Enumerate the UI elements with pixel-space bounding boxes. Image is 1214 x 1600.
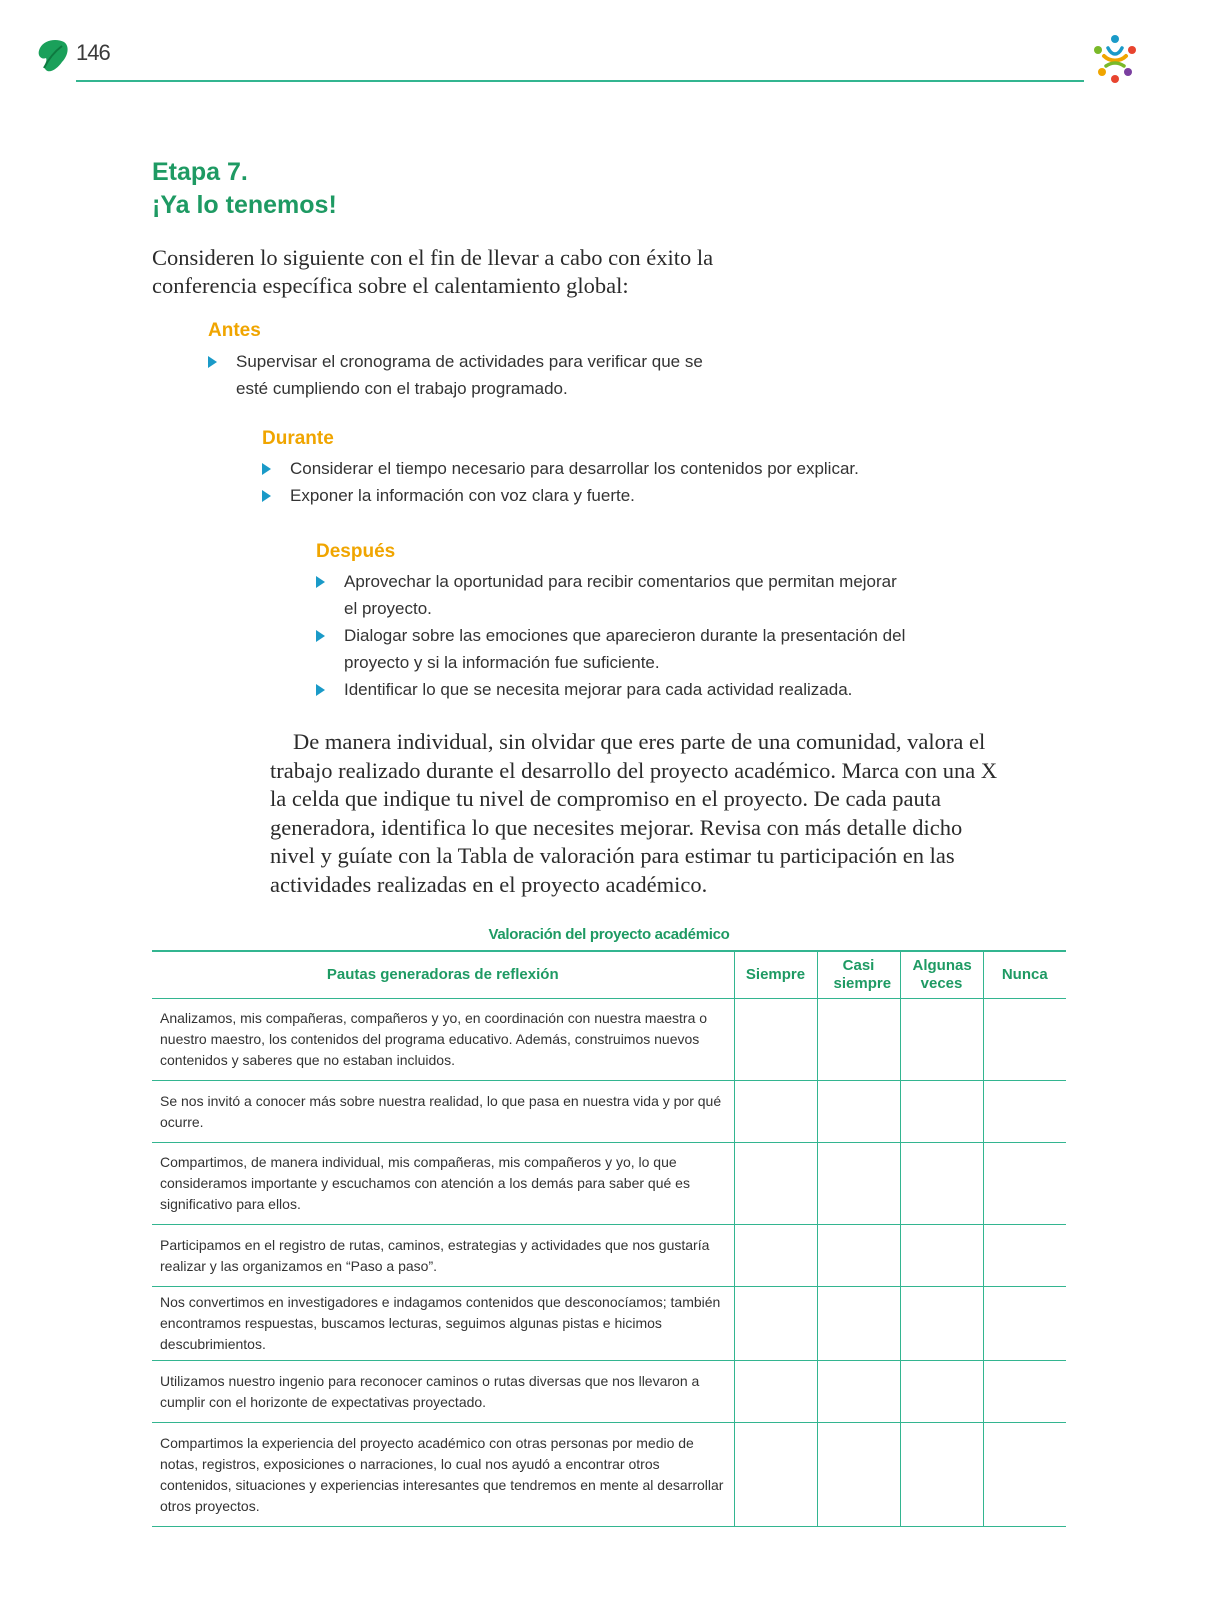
reflection-text: Analizamos, mis compañeras, compañeros y yo, en coordinación con nuestra maestra o nuestro maestro, los contenidos del programa educativo. Además, construimos nuevos contenidos y saberes que no estaban incluidos. xyxy=(152,999,734,1081)
phase-list-antes xyxy=(208,348,708,402)
arrow-bullet-icon xyxy=(208,356,217,368)
cell-siempre[interactable] xyxy=(734,1081,817,1143)
header-reflection: Pautas generadoras de reflexión xyxy=(152,951,734,999)
cell-nunca[interactable] xyxy=(983,1225,1066,1287)
arrow-bullet-icon xyxy=(316,684,325,696)
cell-casi-siempre[interactable] xyxy=(817,1361,900,1423)
community-figures-logo xyxy=(1088,32,1142,86)
header-divider xyxy=(76,80,1084,82)
table-row xyxy=(152,1143,1066,1225)
list-item: Considerar el tiempo necesario para desarrollar los contenidos por explicar. xyxy=(262,455,922,482)
cell-casi-siempre[interactable] xyxy=(817,1287,900,1361)
phase-list-durante xyxy=(262,455,922,509)
cell-algunas-veces[interactable] xyxy=(900,1423,983,1527)
cell-casi-siempre[interactable] xyxy=(817,1081,900,1143)
list-item: Supervisar el cronograma de actividades para verificar que se esté cumpliendo con el trabajo programado. xyxy=(208,348,708,402)
table-row xyxy=(152,999,1066,1081)
reflection-text: Participamos en el registro de rutas, caminos, estrategias y actividades que nos gustaría realizar y las organizamos en “Paso a paso”. xyxy=(152,1225,734,1287)
page-number: 146 xyxy=(76,40,110,65)
header-casi-siempre: Casi siempre xyxy=(817,951,900,999)
cell-casi-siempre[interactable] xyxy=(817,1143,900,1225)
arrow-bullet-icon xyxy=(316,630,325,642)
list-item: Identificar lo que se necesita mejorar para cada actividad realizada. xyxy=(316,676,906,703)
reflection-text: Utilizamos nuestro ingenio para reconocer caminos o rutas diversas que nos llevaron a cumplir con el horizonte de expectativas proyectado. xyxy=(152,1361,734,1423)
list-item: Aprovechar la oportunidad para recibir comentarios que permitan mejorar el proyecto. xyxy=(316,568,906,622)
header-siempre: Siempre xyxy=(734,951,817,999)
cell-algunas-veces[interactable] xyxy=(900,1225,983,1287)
phase-heading-despues: Después xyxy=(316,541,396,562)
cell-siempre[interactable] xyxy=(734,1287,817,1361)
cell-nunca[interactable] xyxy=(983,1423,1066,1527)
cell-algunas-veces[interactable] xyxy=(900,1143,983,1225)
table-row xyxy=(152,1361,1066,1423)
list-item: Exponer la información con voz clara y fuerte. xyxy=(262,482,922,509)
cell-siempre[interactable] xyxy=(734,999,817,1081)
cell-siempre[interactable] xyxy=(734,1423,817,1527)
table-row xyxy=(152,1081,1066,1143)
header-algunas-veces: Algunas veces xyxy=(900,951,983,999)
phase-heading-antes: Antes xyxy=(208,320,261,341)
table-header-row xyxy=(152,951,1066,999)
cell-nunca[interactable] xyxy=(983,999,1066,1081)
reflection-text: Compartimos la experiencia del proyecto académico con otras personas por medio de notas, registros, exposiciones o narraciones, lo cual nos ayudó a encontrar otros contenidos, situaciones y experiencias interesantes que tendremos en mente al desarrollar otros proyectos. xyxy=(152,1423,734,1527)
stage-subtitle: ¡Ya lo tenemos! xyxy=(152,191,337,219)
phase-list-despues xyxy=(316,568,906,703)
reflection-text: Nos convertimos en investigadores e indagamos contenidos que desconocíamos; también encontramos respuestas, buscamos lecturas, seguimos algunas pistas e hicimos descubrimientos. xyxy=(152,1287,734,1361)
cell-casi-siempre[interactable] xyxy=(817,1225,900,1287)
evaluation-table xyxy=(152,950,1066,1527)
cell-algunas-veces[interactable] xyxy=(900,1081,983,1143)
cell-casi-siempre[interactable] xyxy=(817,1423,900,1527)
green-leaf-icon xyxy=(36,38,70,74)
cell-nunca[interactable] xyxy=(983,1287,1066,1361)
table-caption: Valoración del proyecto académico xyxy=(488,926,730,943)
header-nunca: Nunca xyxy=(983,951,1066,999)
stage-title: Etapa 7. xyxy=(152,158,248,186)
cell-algunas-veces[interactable] xyxy=(900,1287,983,1361)
arrow-bullet-icon xyxy=(262,463,271,475)
cell-algunas-veces[interactable] xyxy=(900,999,983,1081)
cell-siempre[interactable] xyxy=(734,1361,817,1423)
cell-algunas-veces[interactable] xyxy=(900,1361,983,1423)
reflection-text: Compartimos, de manera individual, mis compañeras, mis compañeros y yo, lo que consideramos importante y escuchamos con atención a los demás para saber qué es significativo para ellos. xyxy=(152,1143,734,1225)
cell-siempre[interactable] xyxy=(734,1143,817,1225)
table-row xyxy=(152,1423,1066,1527)
cell-nunca[interactable] xyxy=(983,1361,1066,1423)
arrow-bullet-icon xyxy=(316,576,325,588)
cell-nunca[interactable] xyxy=(983,1081,1066,1143)
intro-text: Consideren lo siguiente con el fin de llevar a cabo con éxito la conferencia específica sobre el calentamiento global: xyxy=(152,245,714,298)
phase-heading-durante: Durante xyxy=(262,428,334,449)
cell-nunca[interactable] xyxy=(983,1143,1066,1225)
list-item: Dialogar sobre las emociones que aparecieron durante la presentación del proyecto y si la información fue suficiente. xyxy=(316,622,906,676)
table-row xyxy=(152,1287,1066,1361)
arrow-bullet-icon xyxy=(262,490,271,502)
instructions-paragraph: De manera individual, sin olvidar que eres parte de una comunidad, valora el trabajo realizado durante el desarrollo del proyecto académico. Marca con una X la celda que indique tu nivel de compromiso en el proyecto. De cada pauta generadora, identifica lo que necesites mejorar. Revisa con más detalle dicho nivel y guíate con la Tabla de valoración para estimar tu participación en las actividades realizadas en el proyecto académico. xyxy=(270,729,998,897)
table-row xyxy=(152,1225,1066,1287)
cell-siempre[interactable] xyxy=(734,1225,817,1287)
reflection-text: Se nos invitó a conocer más sobre nuestra realidad, lo que pasa en nuestra vida y por qué ocurre. xyxy=(152,1081,734,1143)
cell-casi-siempre[interactable] xyxy=(817,999,900,1081)
